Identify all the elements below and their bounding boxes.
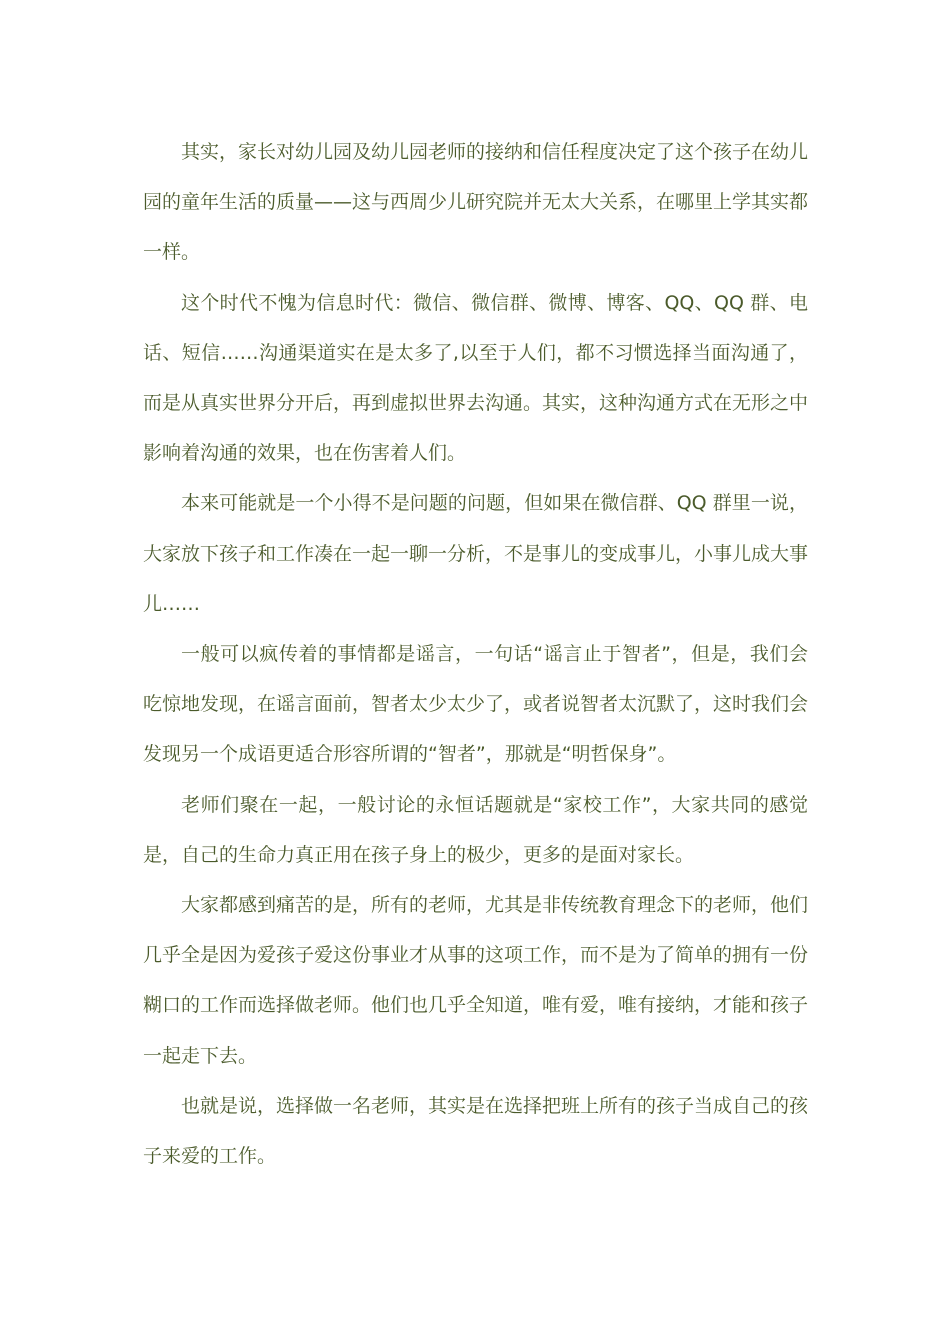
document-body bbox=[143, 127, 808, 1181]
paragraph-3: 本来可能就是一个小得不是问题的问题，但如果在微信群、QQ 群里一说，大家放下孩子和工作凑在一起一聊一分析，不是事儿的变成事儿，小事儿成大事儿…… bbox=[143, 492, 809, 615]
paragraph-5: 老师们聚在一起，一般讨论的永恒话题就是“家校工作”，大家共同的感觉是，自己的生命力真正用在孩子身上的极少，更多的是面对家长。 bbox=[143, 793, 808, 866]
paragraph-4: 一般可以疯传着的事情都是谣言，一句话“谣言止于智者”，但是，我们会吃惊地发现，在谣言面前，智者太少太少了，或者说智者太沉默了，这时我们会发现另一个成语更适合形容所谓的“智者”，那就是“明哲保身”。 bbox=[143, 643, 809, 766]
paragraph-2: 这个时代不愧为信息时代：微信、微信群、微博、博客、QQ、QQ 群、电话、短信……沟通渠道实在是太多了,以至于人们，都不习惯选择当面沟通了，而是从真实世界分开后，再到虚拟世界去沟通。其实，这种沟通方式在无形之中影响着沟通的效果，也在伤害着人们。 bbox=[143, 291, 809, 465]
paragraph-6: 大家都感到痛苦的是，所有的老师，尤其是非传统教育理念下的老师，他们几乎全是因为爱孩子爱这份事业才从事的这项工作，而不是为了简单的拥有一份糊口的工作而选择做老师。他们也几乎全知道，唯有爱，唯有接纳，才能和孩子一起走下去。 bbox=[143, 894, 809, 1067]
paragraph-7: 也就是说，选择做一名老师，其实是在选择把班上所有的孩子当成自己的孩子来爱的工作。 bbox=[143, 1094, 809, 1168]
paragraph-1: 其实，家长对幼儿园及幼儿园老师的接纳和信任程度决定了这个孩子在幼儿园的童年生活的质量——这与西周少儿研究院并无太大关系，在哪里上学其实都一样。 bbox=[143, 141, 809, 264]
